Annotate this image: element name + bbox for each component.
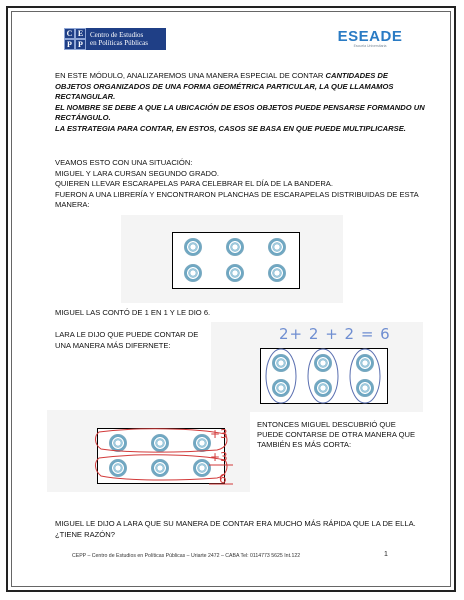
situation-line: FUERON A UNA LIBRERÍA Y ENCONTRARON PLANCHAS DE ESCARAPELAS DISTRIBUIDAS DE ESTA MANERA: — [55, 189, 419, 209]
esead-logo-tagline: Escuela Universitaria — [353, 44, 387, 48]
cepp-logo — [64, 28, 166, 50]
rosettes-image-3 — [47, 410, 250, 492]
rosettes-image-2 — [211, 322, 423, 412]
page-number: 1 — [384, 551, 388, 558]
situation-line: MIGUEL Y LARA CURSAN SEGUNDO GRADO. — [55, 168, 220, 178]
esead-logo-word: ESEADE — [337, 28, 403, 45]
intro-lead: EN ESTE MÓDULO, ANALIZAREMOS UNA MANERA ESPECIAL DE CONTAR — [55, 71, 326, 80]
handwriting-row1: +3 — [210, 427, 228, 441]
rosette-icon — [184, 264, 202, 282]
miguel-counted-text: MIGUEL LAS CONTÓ DE 1 EN 1 Y LE DIO 6. — [55, 308, 211, 317]
rosette-icon — [226, 264, 244, 282]
situation-line: QUIEREN LLEVAR ESCARAPELAS PARA CELEBRAR EL DÍA DE LA BANDERA. — [55, 179, 333, 188]
esead-logo — [334, 29, 406, 49]
handwriting-sum: 2+ 2 + 2 = 6 — [279, 325, 391, 343]
cepp-letter: E — [75, 28, 86, 39]
footer-text: CEPP – Centro de Estudios en Políticas Públicas – Uriarte 2472 – CABA Tel: 0114773 5625 Int.122 — [72, 553, 301, 559]
intro-lead-emphasis: CANTIDADES DE OBJETOS ORGANIZADOS DE UNA FORMA GEOMÉTRICA PARTICULAR, LA QUE LLAMAMOS RECTANGULAR. — [55, 71, 394, 101]
miguel-discovered-text: ENTONCES MIGUEL DESCUBRIÓ QUE PUEDE CONTARSE DE OTRA MANERA QUE TAMBIÉN ES MÁS CORTA: — [257, 420, 416, 449]
cepp-line1: Centro de Estudios — [90, 31, 144, 39]
cepp-letter: P — [64, 39, 75, 50]
cepp-logo-text — [86, 31, 148, 47]
cepp-letter: C — [64, 28, 75, 39]
lara-said-text: LARA LE DIJO QUE PUEDE CONTAR DE UNA MANERA MÁS DIFERNETE: — [55, 330, 199, 350]
situation-paragraph — [55, 158, 425, 211]
cepp-letter: P — [75, 39, 86, 50]
situation-line: VEAMOS ESTO CON UNA SITUACIÓN: — [55, 158, 193, 167]
rosette-icon — [268, 264, 286, 282]
cepp-logo-mark — [64, 28, 86, 50]
intro-p2: EL NOMBRE SE DEBE A QUE LA UBICACIÓN DE ESOS OBJETOS PUEDE PENSARSE FORMANDO UN RECTÁNGULO. — [55, 102, 425, 122]
handwriting-total: 6 — [219, 472, 227, 486]
rosette-icon — [268, 238, 286, 256]
rosette-icon — [184, 238, 202, 256]
intro-paragraph — [55, 71, 425, 134]
handwriting-row2: +3 — [210, 450, 228, 464]
intro-p3: LA ESTRATEGIA PARA CONTAR, EN ESTOS, CASOS SE BASA EN QUE PUEDE MULTIPLICARSE. — [55, 123, 406, 133]
closing-question: MIGUEL LE DIJO A LARA QUE SU MANERA DE CONTAR ERA MUCHO MÁS RÁPIDA QUE LA DE ELLA. ¿TIENE RAZÓN? — [55, 519, 416, 539]
rosettes-frame — [172, 232, 300, 289]
rosette-icon — [226, 238, 244, 256]
rosettes-image-1 — [121, 215, 343, 303]
cepp-line2: en Políticas Públicas — [90, 39, 148, 47]
